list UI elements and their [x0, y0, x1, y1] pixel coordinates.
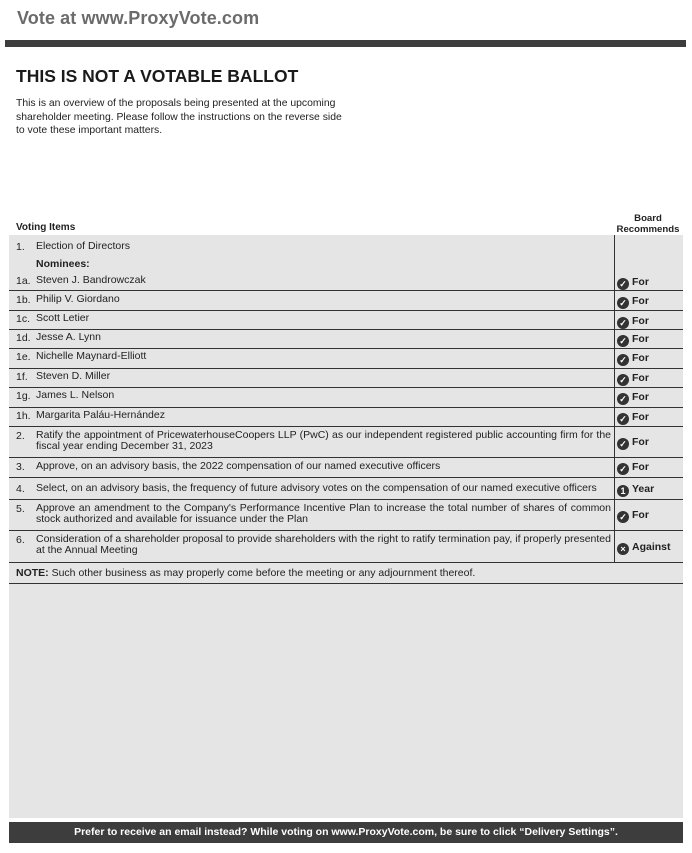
table-row — [9, 330, 683, 349]
item-text: Election of Directors — [36, 240, 130, 252]
check-icon: ✓ — [617, 393, 629, 405]
recommendation — [617, 461, 649, 475]
item-number: 1. — [16, 241, 25, 253]
table-row — [9, 311, 683, 330]
recommendation — [617, 352, 649, 366]
check-icon: ✓ — [617, 317, 629, 329]
table-row — [9, 500, 683, 531]
nominees-label: Nominees: — [36, 258, 90, 270]
nominee-name: Margarita Paláu-Hernández — [36, 409, 165, 421]
proposal-text: Select, on an advisory basis, the frequency of future advisory votes on the compensation of our named executive officers — [36, 482, 597, 494]
table-row — [9, 531, 683, 563]
ballot-title: THIS IS NOT A VOTABLE BALLOT — [16, 66, 299, 86]
recommendation-label: For — [632, 276, 649, 288]
check-icon: ✓ — [617, 438, 629, 450]
recommendation — [617, 391, 649, 405]
check-icon: ✓ — [617, 511, 629, 523]
recommendation-label: For — [632, 411, 649, 423]
item-number: 6. — [16, 534, 25, 546]
x-icon: × — [617, 543, 629, 555]
recommendation-label: For — [632, 509, 649, 521]
nominee-name: Steven D. Miller — [36, 370, 111, 382]
nominee-name: Philip V. Giordano — [36, 293, 120, 305]
check-icon: ✓ — [617, 354, 629, 366]
item-number: 1a. — [16, 275, 31, 287]
recommendation-label: For — [632, 461, 649, 473]
nominee-name: Jesse A. Lynn — [36, 331, 101, 343]
recommendation — [617, 509, 649, 523]
item-number: 1d. — [16, 332, 31, 344]
intro-text: This is an overview of the proposals being presented at the upcoming shareholder meeting. Please follow the instructions on the reverse side to vote these important matters. — [16, 98, 342, 137]
nominee-name: Steven J. Bandrowczak — [36, 274, 146, 286]
table-row-election — [9, 235, 683, 291]
proposal-text: Approve, on an advisory basis, the 2022 compensation of our named executive officers — [36, 460, 441, 472]
recommendation — [617, 333, 649, 347]
recommendation-label: Year — [632, 483, 655, 495]
recommendation — [617, 276, 649, 290]
recommendation-label: For — [632, 295, 649, 307]
recommendation — [617, 372, 649, 386]
footer-banner: Prefer to receive an email instead? While voting on www.ProxyVote.com, be sure to click “Delivery Settings”. — [9, 822, 683, 843]
recommendation-label: For — [632, 333, 649, 345]
header-title: Vote at www.ProxyVote.com — [17, 8, 260, 28]
voting-items-header: Voting Items — [16, 222, 76, 233]
item-number: 2. — [16, 430, 25, 442]
board-recommends-line2: Recommends — [616, 223, 680, 235]
proposal-text: Approve an amendment to the Company's Performance Incentive Plan to increase the total number of shares of common stock authorized and available for issuance under the Plan — [36, 502, 611, 525]
header-bar — [5, 40, 686, 47]
recommendation — [617, 436, 649, 450]
item-number: 3. — [16, 461, 25, 473]
note-divider — [9, 583, 683, 584]
table-row — [9, 388, 683, 408]
nominee-name: James L. Nelson — [36, 389, 115, 401]
board-recommends-header — [614, 214, 682, 235]
proposal-text: Consideration of a shareholder proposal to provide shareholders with the right to ratify termination pay, if properly presented at the Annual Meeting — [36, 533, 611, 556]
check-icon: ✓ — [617, 413, 629, 425]
note-label: NOTE: — [16, 567, 49, 579]
item-number: 1f. — [16, 371, 28, 383]
recommendation — [617, 541, 671, 555]
check-icon: ✓ — [617, 335, 629, 347]
table-row — [9, 427, 683, 458]
item-number: 1c. — [16, 313, 31, 325]
check-icon: ✓ — [617, 278, 629, 290]
recommendation — [617, 483, 654, 497]
table-row — [9, 458, 683, 478]
item-number: 1h. — [16, 410, 31, 422]
nominee-name: Nichelle Maynard-Elliott — [36, 350, 147, 362]
nominee-name: Scott Letier — [36, 312, 90, 324]
check-icon: ✓ — [617, 463, 629, 475]
item-number: 1b. — [16, 294, 31, 306]
item-number: 4. — [16, 483, 25, 495]
recommendation — [617, 295, 649, 309]
recommendation — [617, 315, 649, 329]
recommendation — [617, 411, 649, 425]
recommendation-label: For — [632, 391, 649, 403]
recommendation-label: Against — [632, 541, 671, 553]
recommendation-label: For — [632, 372, 649, 384]
check-icon: ✓ — [617, 297, 629, 309]
recommendation-label: For — [632, 436, 649, 448]
board-recommends-line1: Board — [634, 213, 662, 224]
table-row — [9, 369, 683, 388]
item-number: 1g. — [16, 390, 31, 402]
note — [16, 567, 475, 579]
check-icon: ✓ — [617, 374, 629, 386]
voting-items-table — [9, 235, 683, 563]
proposal-text: Ratify the appointment of PricewaterhouseCoopers LLP (PwC) as our independent registered public accounting firm for the fiscal year ending December 31, 2023 — [36, 429, 611, 452]
recommendation-label: For — [632, 315, 649, 327]
note-text: Such other business as may properly come before the meeting or any adjournment thereof. — [48, 567, 476, 579]
one-icon: 1 — [617, 485, 629, 497]
table-row — [9, 291, 683, 311]
item-number: 5. — [16, 503, 25, 515]
table-row — [9, 478, 683, 500]
recommendation-label: For — [632, 352, 649, 364]
table-row — [9, 349, 683, 369]
table-row — [9, 408, 683, 427]
item-number: 1e. — [16, 351, 31, 363]
